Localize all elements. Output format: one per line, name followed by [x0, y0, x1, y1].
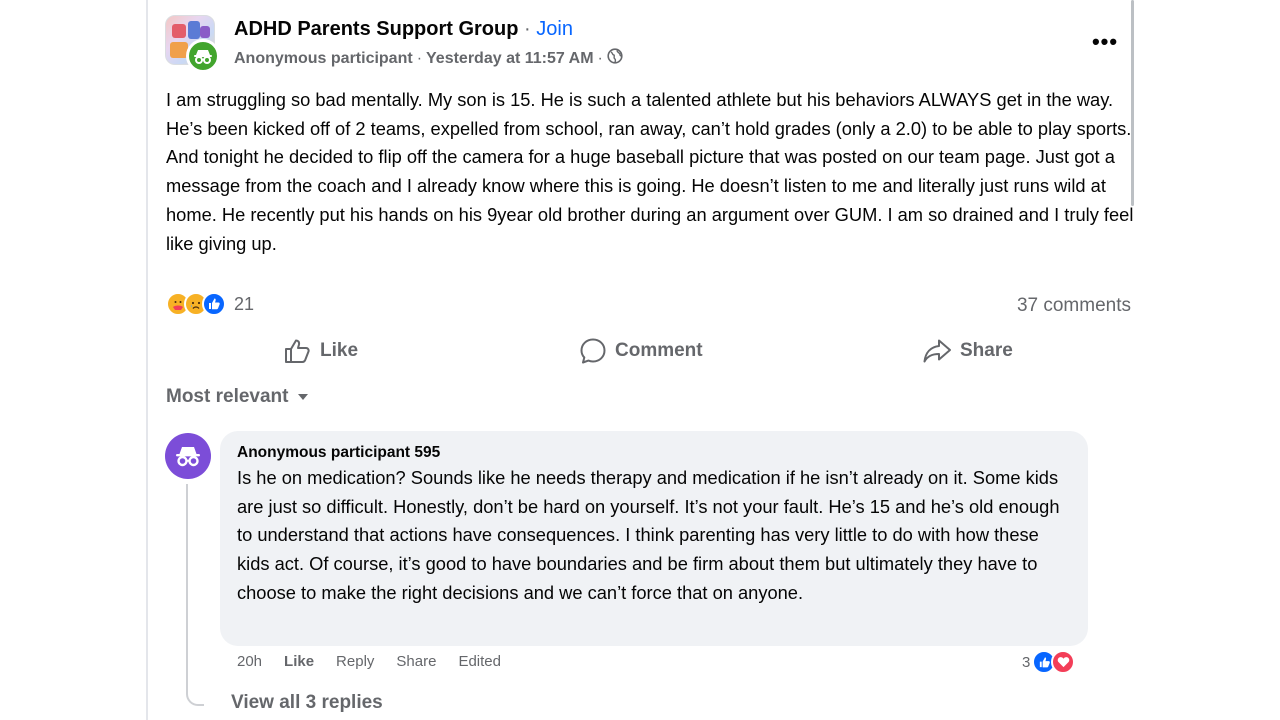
comment-button[interactable] — [579, 333, 703, 369]
reaction-count[interactable]: 21 — [234, 293, 255, 314]
comment-reaction-summary[interactable] — [1022, 650, 1075, 674]
reaction-summary[interactable] — [166, 292, 254, 316]
post-body-text: I am struggling so bad mentally. My son is 15. He is such a talented athlete but his behaviors ALWAYS get in the way. He’s been kicked off of 2 teams, expelled from school, ran away, can’t hold grades (only a 2.0) to be able to play sports. And tonight he decided to flip off the camera for a huge baseball picture that was posted on our team page. Just got a message from the coach and I already know where this is going. He doesn’t listen to me and literally just runs wild at home. He recently put his hands on his 9year old brother during an argument over GUM. I am so drained and I truly feel like giving up. — [166, 89, 1134, 254]
comment-bubble-icon — [579, 337, 607, 365]
sort-label: Most relevant — [166, 386, 289, 407]
anonymous-incognito-icon — [175, 445, 201, 467]
view-all-replies-link[interactable]: View all 3 replies — [231, 692, 383, 713]
anonymous-incognito-icon — [186, 39, 220, 73]
comment-actions — [237, 653, 501, 670]
more-options-button[interactable]: ••• — [1091, 29, 1119, 54]
share-button-label: Share — [960, 340, 1013, 361]
like-button-label: Like — [320, 340, 359, 361]
comment-reaction-count: 3 — [1022, 653, 1031, 671]
caret-down-icon — [296, 392, 310, 402]
comment-like-button[interactable]: Like — [284, 653, 315, 670]
post-group-line — [234, 18, 573, 41]
thumbs-up-icon — [284, 338, 312, 364]
comment-reply-button[interactable]: Reply — [336, 653, 375, 670]
separator-dot: · — [524, 18, 531, 40]
post-action-bar — [166, 333, 1131, 369]
separator-dot: · — [416, 49, 423, 67]
join-group-button[interactable]: Join — [536, 18, 573, 40]
comment-edited-label[interactable]: Edited — [458, 653, 501, 670]
comment-time[interactable]: 20h — [237, 653, 263, 670]
separator-dot: · — [597, 49, 603, 67]
post-timestamp[interactable]: Yesterday at 11:57 AM — [426, 49, 594, 67]
post-meta — [234, 48, 623, 69]
comment-bubble — [220, 431, 1088, 646]
comment-share-button[interactable]: Share — [396, 653, 437, 670]
comment-button-label: Comment — [615, 340, 703, 361]
post-author[interactable]: Anonymous participant — [234, 49, 413, 67]
group-avatar[interactable] — [165, 15, 217, 67]
like-button[interactable] — [284, 333, 358, 369]
reply-thread-line — [186, 484, 204, 706]
share-button[interactable] — [922, 333, 1013, 369]
group-name-link[interactable]: ADHD Parents Support Group — [234, 18, 519, 40]
love-reaction-icon — [1051, 650, 1075, 674]
group-post — [148, 0, 1134, 720]
comment-author[interactable]: Anonymous participant 595 — [237, 444, 441, 461]
comment-text: Is he on medication? Sounds like he needs therapy and medication if he isn’t already on it. Some kids are just so difficult. Honestly, don’t be hard on yourself. It’s not your fault. He’s 15 and he’s old enough to understand that actions have consequences. I think parenting has very little to do with how these kids act. Of course, it’s good to have boundaries and be firm about them but ultimately they have to choose to make the right decisions and we can’t force that on anyone. — [237, 467, 1060, 603]
comments-count-link[interactable]: 37 comments — [1016, 295, 1131, 316]
like-reaction-icon — [202, 292, 226, 316]
share-arrow-icon — [922, 338, 952, 364]
commenter-avatar[interactable] — [165, 433, 211, 479]
globe-icon[interactable] — [607, 48, 623, 69]
comment-sort-dropdown[interactable] — [166, 386, 310, 408]
